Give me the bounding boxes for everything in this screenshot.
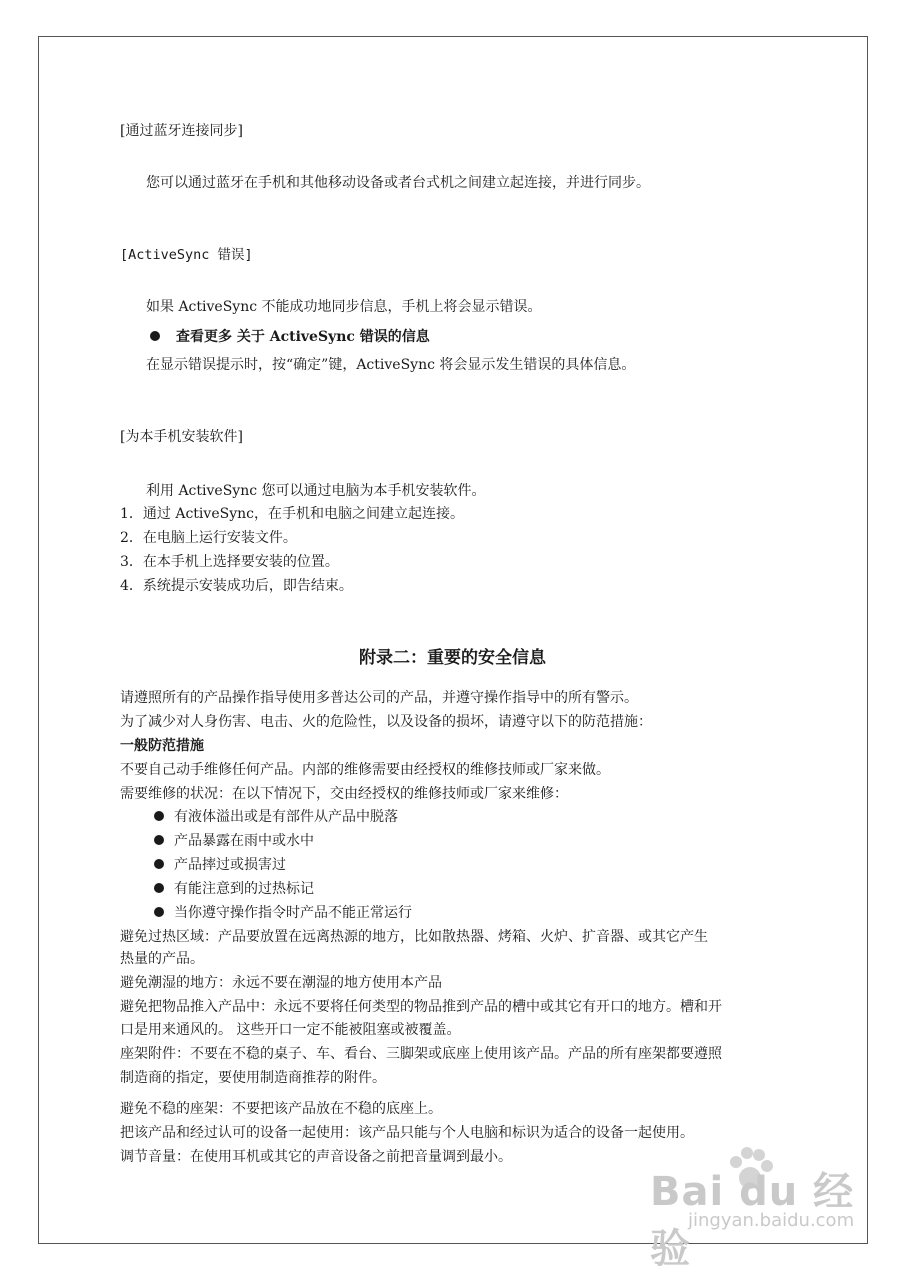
service-bullet — [154, 808, 398, 826]
mount-line-2: 制造商的指定，要使用制造商推荐的附件。 — [120, 1070, 386, 1086]
baidu-jingyan-watermark — [640, 1140, 860, 1272]
watermark-brand: Bai du 经验 — [650, 1169, 855, 1272]
bullet-dot-icon — [154, 907, 164, 917]
paragraph-activesync-error: 如果 ActiveSync 不能成功地同步信息，手机上将会显示错误。 — [146, 299, 542, 315]
heat-line-2: 热量的产品。 — [120, 951, 204, 967]
heading-activesync-error: [ActiveSync 错误] — [120, 247, 253, 263]
push-line-1: 避免把物品推入产品中：永远不要将任何类型的物品推到产品的槽中或其它有开口的地方。槽和开 — [120, 999, 722, 1015]
service-bullet-label: 有液体溢出或是有部件从产品中脱落 — [174, 809, 398, 825]
service-bullet — [154, 904, 412, 922]
service-bullet-label: 有能注意到的过热标记 — [174, 881, 314, 897]
mount-line-1: 座架附件：不要在不稳的桌子、车、看台、三脚架或底座上使用该产品。产品的所有座架都要遵照 — [120, 1046, 722, 1062]
appendix-line-1: 请遵照所有的产品操作指导使用多普达公司的产品，并遵守操作指导中的所有警示。 — [120, 690, 638, 706]
bullet-more-info — [150, 328, 430, 346]
bullet-dot-icon — [154, 859, 164, 869]
approved-line: 把该产品和经过认可的设备一起使用：该产品只能与个人电脑和标识为适合的设备一起使用。 — [120, 1125, 694, 1141]
service-bullet — [154, 880, 314, 898]
service-bullet — [154, 832, 314, 850]
bullet-more-info-label: 查看更多 关于 ActiveSync 错误的信息 — [176, 329, 430, 345]
bullet-dot-icon — [154, 811, 164, 821]
appendix-title: 附录二：重要的安全信息 — [359, 648, 546, 668]
humid-line: 避免潮湿的地方：永远不要在潮湿的地方使用本产品 — [120, 975, 442, 991]
appendix-line-2: 为了减少对人身伤害、电击、火的危险性，以及设备的损坏，请遵守以下的防范措施： — [120, 714, 652, 730]
appendix-line-3: 不要自己动手维修任何产品。内部的维修需要由经授权的维修技师或厂家来做。 — [120, 762, 610, 778]
unstable-line: 避免不稳的座架：不要把该产品放在不稳的底座上。 — [120, 1101, 442, 1117]
heading-bluetooth-sync: [通过蓝牙连接同步] — [120, 123, 243, 139]
bullet-dot-icon — [154, 835, 164, 845]
volume-line: 调节音量：在使用耳机或其它的声音设备之前把音量调到最小。 — [120, 1149, 512, 1165]
install-step-1: 1．通过 ActiveSync，在手机和电脑之间建立起连接。 — [120, 506, 464, 522]
heat-line-1: 避免过热区域：产品要放置在远离热源的地方，比如散热器、烤箱、火炉、扩音器、或其它产生 — [120, 929, 708, 945]
heading-install-software: [为本手机安装软件] — [120, 429, 243, 445]
general-precautions-heading: 一般防范措施 — [120, 738, 204, 754]
service-bullet-label: 产品摔过或损害过 — [174, 857, 286, 873]
bullet-dot-icon — [154, 883, 164, 893]
install-step-3: 3．在本手机上选择要安装的位置。 — [120, 554, 339, 570]
service-bullet-label: 当你遵守操作指令时产品不能正常运行 — [174, 905, 412, 921]
bullet-dot-icon — [150, 331, 160, 341]
install-step-2: 2．在电脑上运行安装文件。 — [120, 530, 297, 546]
paragraph-error-detail: 在显示错误提示时，按“确定”键，ActiveSync 将会显示发生错误的具体信息。 — [146, 357, 636, 373]
appendix-line-4: 需要维修的状况：在以下情况下，交由经授权的维修技师或厂家来维修： — [120, 786, 568, 802]
push-line-2: 口是用来通风的。 这些开口一定不能被阻塞或被覆盖。 — [120, 1022, 461, 1038]
service-bullet-label: 产品暴露在雨中或水中 — [174, 833, 314, 849]
watermark-url: jingyan.baidu.com — [688, 1210, 855, 1231]
service-bullet — [154, 856, 286, 874]
install-step-4: 4．系统提示安装成功后，即告结束。 — [120, 578, 353, 594]
paragraph-bluetooth: 您可以通过蓝牙在手机和其他移动设备或者台式机之间建立起连接，并进行同步。 — [146, 175, 650, 191]
paragraph-install-intro: 利用 ActiveSync 您可以通过电脑为本手机安装软件。 — [146, 483, 486, 499]
